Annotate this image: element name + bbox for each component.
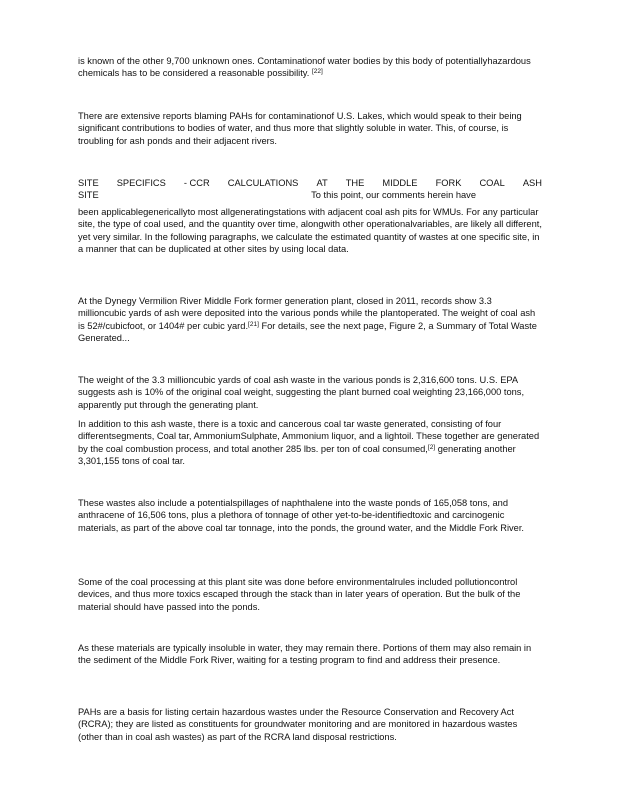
paragraph-rcra: PAHs are a basis for listing certain hazardous wastes under the Resource Conservation and Recovery Act (RCRA); they are listed as constituents for groundwater monitoring and are monitored in hazardous wastes (other than in coal ash wastes) as part of the RCRA land disposal restrictions.	[78, 707, 518, 742]
heading-word: SITE	[78, 190, 99, 201]
heading-word: AT	[316, 178, 328, 188]
heading-continuation-text: To this point, our comments herein have	[311, 190, 476, 201]
paragraph-contamination	[78, 55, 542, 80]
heading-word: SPECIFICS	[116, 178, 166, 188]
paragraph-text: For details, see the next page, Figure 2, a Summary of Total Waste Generated...	[78, 320, 537, 343]
paragraph-naphthalene: These wastes also include a potentialspillages of naphthalene into the waste ponds of 165,058 tons, and anthracene of 16,506 tons, plus a plethora of tonnage of other yet-to-be-identifiedtoxic and carcinogenic materials, as part of the above coal tar tonnage, into the ponds, the ground water, and the Middle Fork River.	[78, 498, 524, 533]
paragraph-pahs-lakes: There are extensive reports blaming PAHs for contaminationof U.S. Lakes, which would speak to their being significant contributions to bodies of water, and thus more that slightly soluble in water. This, of course, is troubling for ash ponds and their adjacent rivers.	[78, 111, 522, 146]
footnote-ref[interactable]: [21]	[248, 320, 259, 328]
heading-word: - CCR	[183, 178, 210, 188]
paragraph-coal-processing: Some of the coal processing at this plant site was done before environmentalrules included pollutioncontrol devices, and thus more toxics escaped through the stack than in later years of operation. But the bulk of the material should have passed into the ponds.	[78, 577, 521, 612]
paragraph-text: is known of the other 9,700 unknown ones. Contaminationof water bodies by this body of potentiallyhazardous chemicals has to be considered a reasonable possibility.	[78, 56, 531, 79]
paragraph-coal-tar	[78, 418, 542, 467]
paragraph-ash-weight: The weight of the 3.3 millioncubic yards of coal ash waste in the various ponds is 2,316,600 tons. U.S. EPA suggests ash is 10% of the original coal weight, suggesting the plant burned coal weighting 23,166,000 tons, apparently put through the generating plant.	[78, 375, 525, 410]
heading-word: SITE	[78, 178, 99, 188]
paragraph-text: At the Dynegy Vermilion River Middle Fork former generation plant, closed in 2011, records show 3.3 millioncubic yards of ash were deposited into the various ponds while the plantoperated. The weight of coal ash is 52#/cubicfoot, or 1404# per cubic yard.	[78, 296, 536, 331]
paragraph-text: In addition to this ash waste, there is a toxic and cancerous coal tar waste generated, consisting of four differentsegments, Coal tar, AmmoniumSulphate, Ammonium liquor, and a lightoil. These together are generated by the coal combustion process, and total another 285 lbs. per ton of coal consumed,	[78, 419, 540, 454]
heading-word: ASH	[522, 178, 542, 188]
paragraph-site-specifics: been applicablegenericallyto most allgeneratingstations with adjacent coal ash pits for WMUs. For any particular site, the type of coal used, and the quantity over time, alongwith other operationalvariables, are likely all different, yet very similar. In the following paragraphs, we calculate the estimated quantity of wastes at one specific site, in a manner that can be duplicated at other sites by using local data.	[78, 207, 542, 254]
footnote-ref[interactable]: [2]	[427, 443, 436, 451]
paragraph-dynegy-plant	[78, 295, 542, 344]
heading-word: CALCULATIONS	[227, 178, 299, 188]
paragraph-text: generating another 3,301,155 tons of coal tar.	[78, 443, 516, 466]
paragraph-insoluble: As these materials are typically insoluble in water, they may remain there. Portions of them may also remain in the sediment of the Middle Fork River, waiting for a testing program to find and address their presence.	[78, 643, 532, 666]
footnote-ref[interactable]: [22]	[311, 68, 323, 76]
heading-line-1	[78, 177, 542, 189]
section-heading	[78, 177, 542, 202]
heading-word: COAL	[479, 178, 505, 188]
heading-word: MIDDLE	[382, 178, 418, 188]
heading-line-2	[78, 189, 542, 201]
heading-word: THE	[345, 178, 365, 188]
heading-word: FORK	[435, 178, 462, 188]
